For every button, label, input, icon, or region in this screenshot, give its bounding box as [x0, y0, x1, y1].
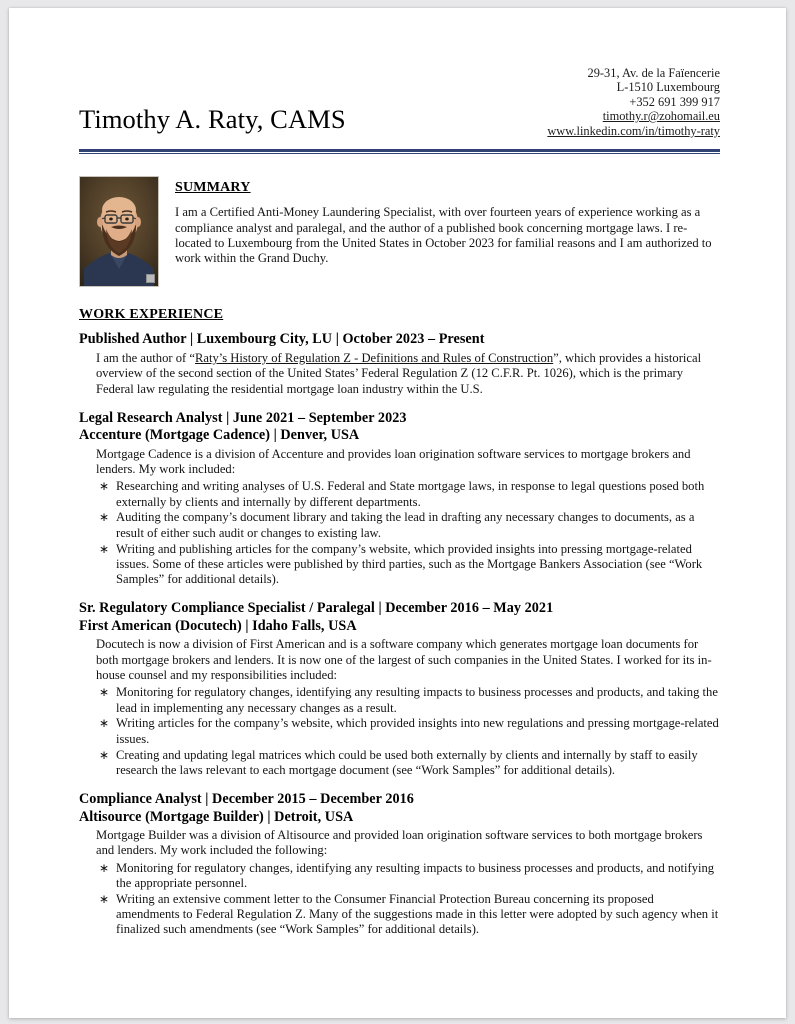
- job-title-line: Sr. Regulatory Compliance Specialist / Paralegal | December 2016 – May 2021: [79, 600, 554, 617]
- asterisk-bullet-icon: ∗: [99, 860, 110, 875]
- job-entry: [79, 331, 720, 396]
- list-item-text: Monitoring for regulatory changes, identifying any resulting impacts to business processes and products, and notifying the appropriate personnel.: [116, 860, 715, 891]
- job-title-line: Compliance Analyst | December 2015 – December 2016: [79, 791, 414, 808]
- list-item-text: Writing an extensive comment letter to the Consumer Financial Protection Bureau concerning its proposed amendments to Federal Regulation Z. Many of the suggestions made in this letter were adopted by such agency when it finalized such amendments (see “Work Samples” for additional details).: [116, 891, 719, 937]
- job-description: [96, 828, 720, 859]
- list-item: [96, 510, 720, 541]
- photo-watermark-icon: [146, 274, 155, 283]
- list-item: [96, 542, 720, 588]
- contact-address-line2: L-1510 Luxembourg: [616, 80, 720, 95]
- work-experience-heading: WORK EXPERIENCE: [79, 307, 224, 323]
- contact-phone: +352 691 399 917: [629, 94, 720, 109]
- list-item-text: Writing articles for the company’s website, which provided insights into new regulations and pressing mortgage-related issues.: [116, 716, 719, 746]
- book-title-link[interactable]: Raty’s History of Regulation Z - Definitions and Rules of Construction: [194, 350, 554, 365]
- job-entry: [79, 600, 720, 778]
- list-item-text: Creating and updating legal matrices which could be used both externally by clients and internally by staff to easily research the laws relevant to each mortgage document (see “Work Samples” for additional details).: [116, 747, 698, 777]
- summary-heading: SUMMARY: [175, 180, 251, 196]
- job-description-prefix: I am the author of “: [96, 350, 195, 365]
- list-item: [96, 861, 720, 892]
- job-entry: [79, 791, 720, 938]
- contact-email-link: [547, 109, 720, 123]
- job-bullet-list: [79, 479, 720, 587]
- list-item-text: Writing and publishing articles for the company’s website, which provided insights into pressing mortgage-related issues. Some of these articles were published by third parties, such as the Mortgage Bankers Association (see “Work Samples” for additional details).: [116, 541, 703, 587]
- job-description: [96, 447, 720, 478]
- contact-linkedin-link: [547, 124, 720, 138]
- list-item: [96, 892, 720, 938]
- list-item-text: Auditing the company’s document library and taking the lead in drafting any necessary changes to documents, as a result of either such audit or changes to existing law.: [116, 510, 695, 540]
- linkedin-link-text[interactable]: www.linkedin.com/in/timothy-raty: [547, 123, 720, 138]
- summary-paragraph: I am a Certified Anti-Money Laundering Specialist, with over fourteen years of experience working as a compliance analyst and paralegal, and the author of a published book concerning mortgage laws. I re-located to Luxembourg from the United States in October 2023 for familial reasons and I am authorized to work within the Grand Duchy.: [175, 205, 712, 266]
- job-employer-line: First American (Docutech) | Idaho Falls, USA: [79, 617, 357, 634]
- job-employer-line: Altisource (Mortgage Builder) | Detroit, USA: [79, 808, 354, 825]
- contact-address-line1: 29-31, Av. de la Faïencerie: [587, 66, 720, 80]
- summary-text-column: [175, 176, 720, 266]
- work-experience-list: [79, 331, 720, 937]
- list-item-text: Researching and writing analyses of U.S. Federal and State mortgage laws, in response to legal questions posed both externally by clients and internally by different departments.: [116, 479, 705, 509]
- job-description-prefix: Docutech is now a division of First American and is a software company which generates mortgage loan documents for both mortgage brokers and lenders. It is now one of the largest of such companies in the United States. I worked for its in-house counsel and my responsibilities included:: [96, 637, 712, 683]
- portrait-photo-icon: [80, 177, 158, 286]
- job-bullet-list: [79, 685, 720, 778]
- list-item: [96, 748, 720, 779]
- list-item-text: Monitoring for regulatory changes, identifying any resulting impacts to business processes and products, and taking the lead in implementing any necessary changes as a result.: [116, 685, 718, 715]
- page-content: [9, 8, 786, 1018]
- list-item: [96, 685, 720, 716]
- job-bullet-list: [79, 861, 720, 938]
- divider-thin-line: [79, 153, 720, 154]
- resume-header: [79, 66, 720, 140]
- asterisk-bullet-icon: ∗: [99, 685, 110, 700]
- email-link-text[interactable]: timothy.r@zohomail.eu: [602, 109, 720, 124]
- resume-page: [9, 8, 786, 1018]
- asterisk-bullet-icon: ∗: [99, 510, 110, 525]
- job-entry: [79, 410, 720, 588]
- page-title: Timothy A. Raty, CAMS: [79, 104, 346, 135]
- asterisk-bullet-icon: ∗: [99, 747, 110, 762]
- job-description-suffix: ”, which provides a historical overview of the second section of the United States’ Federal Regulation Z (12 C.F.R. Pt. 1026), which is the primary Federal law regulating the residential mortgage loan industry within the U.S.: [96, 350, 702, 396]
- asterisk-bullet-icon: ∗: [99, 891, 110, 906]
- asterisk-bullet-icon: ∗: [99, 716, 110, 731]
- job-description: [96, 637, 720, 683]
- contact-block: [547, 66, 720, 140]
- job-description: [96, 351, 720, 397]
- avatar: [79, 176, 159, 287]
- job-description-prefix: Mortgage Builder was a division of Altisource and provided loan origination software services to both mortgage brokers and lenders. My work included the following:: [96, 828, 703, 858]
- asterisk-bullet-icon: ∗: [99, 541, 110, 556]
- header-divider: [79, 149, 720, 154]
- job-title-line: Published Author | Luxembourg City, LU | October 2023 – Present: [79, 331, 485, 348]
- job-description-prefix: Mortgage Cadence is a division of Accenture and provides loan origination software services to mortgage brokers and lenders. My work included:: [96, 446, 691, 477]
- summary-section: [79, 176, 720, 287]
- job-title-line: Legal Research Analyst | June 2021 – September 2023: [79, 409, 407, 426]
- list-item: [96, 716, 720, 747]
- list-item: [96, 479, 720, 510]
- job-employer-line: Accenture (Mortgage Cadence) | Denver, USA: [79, 427, 360, 444]
- asterisk-bullet-icon: ∗: [99, 479, 110, 494]
